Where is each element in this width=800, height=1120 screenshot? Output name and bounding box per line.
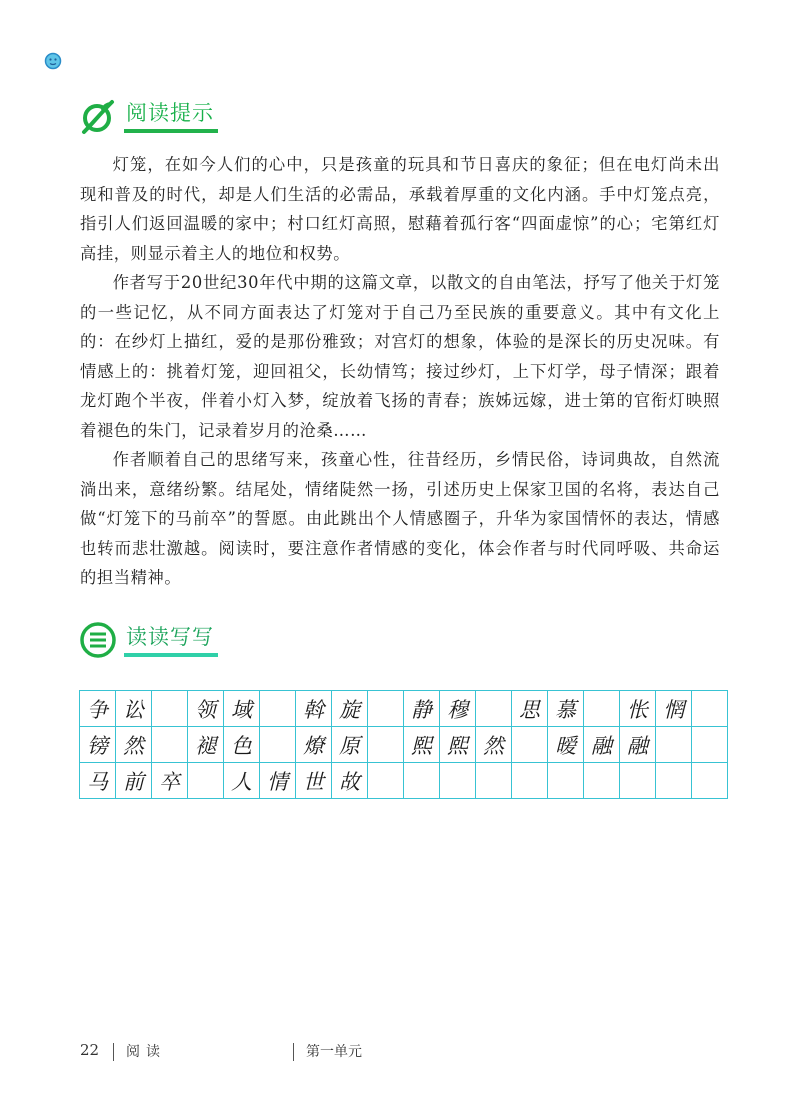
grid-cell (368, 763, 404, 799)
grid-cell (692, 727, 728, 763)
vocabulary-grid (79, 690, 728, 799)
grid-cell (656, 763, 692, 799)
grid-cell (152, 691, 188, 727)
reading-tips-body (80, 150, 720, 593)
grid-cell: 斡 (296, 691, 332, 727)
grid-cell (404, 763, 440, 799)
grid-cell (476, 763, 512, 799)
grid-cell: 慕 (548, 691, 584, 727)
grid-cell (368, 727, 404, 763)
grid-cell: 暧 (548, 727, 584, 763)
grid-cell: 人 (224, 763, 260, 799)
grid-cell (440, 763, 476, 799)
reading-tips-title: 阅读提示 (124, 99, 218, 133)
grid-cell (476, 691, 512, 727)
grid-cell (584, 691, 620, 727)
grid-cell: 镑 (80, 727, 116, 763)
grid-cell: 情 (260, 763, 296, 799)
grid-cell (512, 763, 548, 799)
book-title: 阅读 (126, 1044, 166, 1060)
reading-paragraph-1: 灯笼，在如今人们的心中，只是孩童的玩具和节日喜庆的象征；但在电灯尚未出现和普及的时代，却是人们生活的必需品，承载着厚重的文化内涵。手中灯笼点亮，指引人们返回温暖的家中；村口红灯高照，慰藉着孤行客“四面虚惊”的心；宅第红灯高挂，则显示着主人的地位和权势。 (80, 155, 720, 263)
grid-cell: 争 (80, 691, 116, 727)
read-write-title: 读读写写 (124, 623, 218, 657)
grid-cell: 前 (116, 763, 152, 799)
grid-cell (512, 727, 548, 763)
grid-cell: 马 (80, 763, 116, 799)
grid-cell: 熙 (404, 727, 440, 763)
grid-cell (584, 763, 620, 799)
grid-cell: 旋 (332, 691, 368, 727)
grid-cell (692, 691, 728, 727)
grid-cell: 卒 (152, 763, 188, 799)
grid-cell: 讼 (116, 691, 152, 727)
grid-cell: 穆 (440, 691, 476, 727)
reading-paragraph-2: 作者写于20世纪30年代中期的这篇文章，以散文的自由笔法，抒写了他关于灯笼的一些记忆，从不同方面表达了灯笼对于自己乃至民族的重要意义。其中有文化上的：在纱灯上描红，爱的是那份雅致；对宫灯的想象，体验的是深长的历史况味。有情感上的：挑着灯笼，迎回祖父，长幼情笃；接过纱灯，上下灯学，母子情深；跟着龙灯跑个半夜，伴着小灯入梦，绽放着飞扬的青春；族姊远嫁，进士第的官衔灯映照着褪色的朱门，记录着岁月的沧桑…… (80, 273, 720, 440)
grid-cell: 世 (296, 763, 332, 799)
grid-cell: 惘 (656, 691, 692, 727)
grid-cell (260, 691, 296, 727)
grid-cell (188, 763, 224, 799)
grid-cell: 故 (332, 763, 368, 799)
page-number: 22 (80, 1041, 100, 1059)
grid-cell (260, 727, 296, 763)
leaf-circle-icon (78, 96, 118, 136)
grid-cell: 思 (512, 691, 548, 727)
grid-cell: 怅 (620, 691, 656, 727)
grid-cell (620, 763, 656, 799)
grid-cell: 色 (224, 727, 260, 763)
grid-cell: 然 (476, 727, 512, 763)
unit-label: 第一单元 (306, 1044, 362, 1060)
lined-circle-icon (78, 620, 118, 660)
grid-cell: 燎 (296, 727, 332, 763)
grid-cell: 域 (224, 691, 260, 727)
grid-cell: 领 (188, 691, 224, 727)
grid-cell: 然 (116, 727, 152, 763)
grid-cell: 融 (584, 727, 620, 763)
grid-cell (656, 727, 692, 763)
reading-tips-header (78, 96, 218, 136)
reading-paragraph-3: 作者顺着自己的思绪写来，孩童心性，往昔经历，乡情民俗，诗词典故，自然流淌出来，意绪纷繁。结尾处，情绪陡然一扬，引述历史上保家卫国的名将，表达自己做“灯笼下的马前卒”的誓愿。由此跳出个人情感圈子，升华为家国情怀的表达，情感也转而悲壮激越。阅读时，要注意作者情感的变化，体会作者与时代同呼吸、共命运的担当精神。 (80, 450, 720, 587)
grid-cell: 熙 (440, 727, 476, 763)
grid-cell (152, 727, 188, 763)
read-write-header (78, 620, 218, 660)
grid-cell (692, 763, 728, 799)
grid-cell: 原 (332, 727, 368, 763)
grid-cell: 静 (404, 691, 440, 727)
footer-divider (293, 1043, 294, 1061)
page-footer (80, 1041, 720, 1063)
grid-cell (548, 763, 584, 799)
grid-cell: 褪 (188, 727, 224, 763)
smiley-face-icon (44, 52, 62, 70)
grid-cell (368, 691, 404, 727)
grid-cell: 融 (620, 727, 656, 763)
footer-divider (113, 1043, 114, 1061)
